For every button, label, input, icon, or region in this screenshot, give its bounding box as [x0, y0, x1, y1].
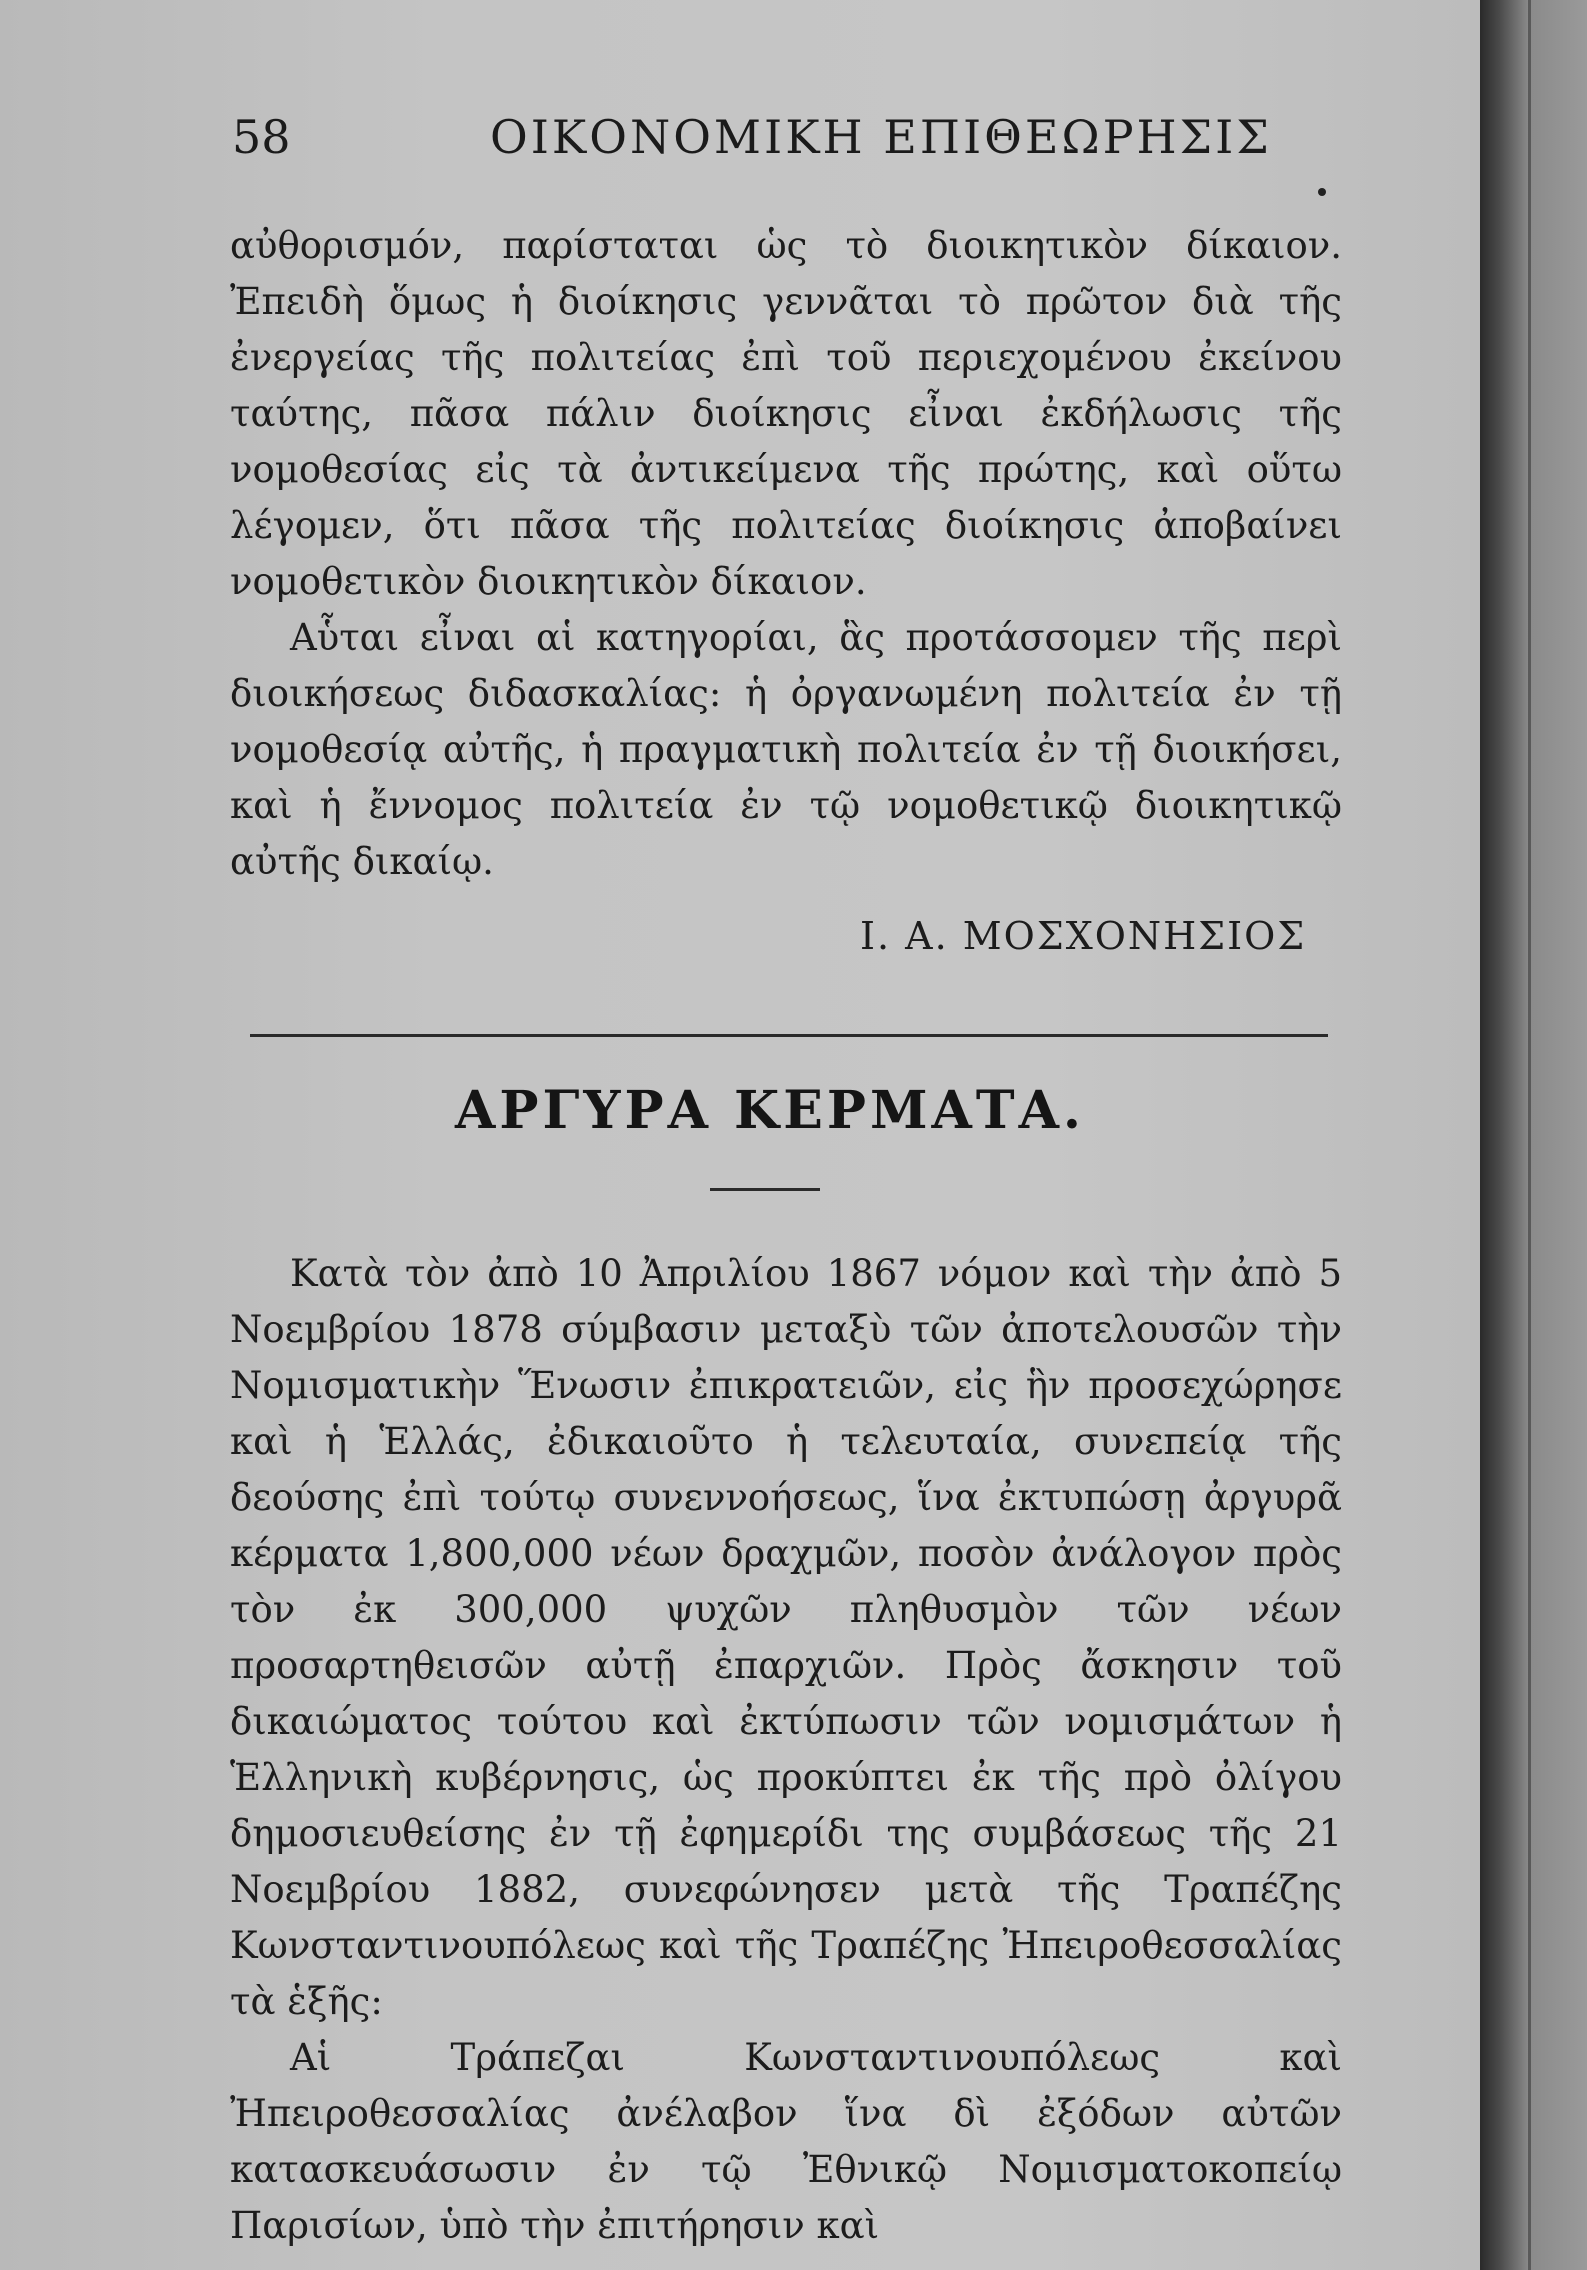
- author-signature: Ι. Α. ΜΟΣΧΟΝΗΣΙΟΣ: [860, 914, 1307, 958]
- paragraph: Αἱ Τράπεζαι Κωνσταντινουπόλεως καὶ Ἠπειροθεσσαλίας ἀνέλαβον ἵνα δὶ ἐξόδων αὐτῶν κατασκευάσωσιν ἐν τῷ Ἐθνικῷ Νομισματοκοπείῳ Παρισίων, ὑπὸ τὴν ἐπιτήρησιν καὶ: [230, 2036, 1342, 2247]
- paragraph: Κατὰ τὸν ἀπὸ 10 Ἀπριλίου 1867 νόμον καὶ τὴν ἀπὸ 5 Νοεμβρίου 1878 σύμβασιν μεταξὺ τῶν ἀποτελουσῶν τὴν Νομισματικὴν Ἕνωσιν ἐπικρατειῶν, εἰς ἣν προσεχώρησε καὶ ἡ Ἑλλάς, ἐδικαιοῦτο ἡ τελευταία, συνεπείᾳ τῆς δεούσης ἐπὶ τούτῳ συνεννοήσεως, ἵνα ἐκτυπώσῃ ἀργυρᾶ κέρματα 1,800,000 νέων δραχμῶν, ποσὸν ἀνάλογον πρὸς τὸν ἐκ 300,000 ψυχῶν πληθυσμὸν τῶν νέων προσαρτηθεισῶν αὐτῇ ἐπαρχιῶν. Πρὸς ἄσκησιν τοῦ δικαιώματος τούτου καὶ ἐκτύπωσιν τῶν νομισμάτων ἡ Ἑλληνικὴ κυβέρνησις, ὡς προκύπτει ἐκ τῆς πρὸ ὀλίγου δημοσιευθείσης ἐν τῇ ἐφημερίδι της συμβάσεως τῆς 21 Νοεμβρίου 1882, συνεφώνησεν μετὰ τῆς Τραπέζης Κωνσταντινουπόλεως καὶ τῆς Τραπέζης Ἠπειροθεσσαλίας τὰ ἑξῆς:: [230, 1252, 1342, 2023]
- article-conclusion: [230, 218, 1342, 890]
- running-title: ΟΙΚΟΝΟΜΙΚΗ ΕΠΙΘΕΩΡΗΣΙΣ: [490, 110, 1272, 164]
- paragraph: Αὗται εἶναι αἱ κατηγορίαι, ἃς προτάσσομεν τῆς περὶ διοικήσεως διδασκαλίας: ἡ ὀργανωμένη πολιτεία ἐν τῇ νομοθεσίᾳ αὐτῆς, ἡ πραγματικὴ πολιτεία ἐν τῇ διοικήσει, καὶ ἡ ἔννομος πολιτεία ἐν τῷ νομοθετικῷ διοικητικῷ αὐτῆς δικαίῳ.: [230, 616, 1342, 883]
- ink-dot: [1318, 188, 1326, 196]
- section-title: ΑΡΓΥΡΑ ΚΕΡΜΑΤΑ.: [455, 1080, 1086, 1141]
- page-header: [232, 110, 1352, 180]
- page-number: 58: [232, 110, 291, 164]
- title-underline: [710, 1188, 820, 1191]
- paragraph: αὐθορισμόν, παρίσταται ὡς τὸ διοικητικὸν δίκαιον. Ἐπειδὴ ὅμως ἡ διοίκησις γεννᾶται τὸ πρῶτον διὰ τῆς ἐνεργείας τῆς πολιτείας ἐπὶ τοῦ περιεχομένου ἐκείνου ταύτης, πᾶσα πάλιν διοίκησις εἶναι ἐκδήλωσις τῆς νομοθεσίας εἰς τὰ ἀντικείμενα τῆς πρώτης, καὶ οὕτω λέγομεν, ὅτι πᾶσα τῆς πολιτείας διοίκησις ἀποβαίνει νομοθετικὸν διοικητικὸν δίκαιον.: [230, 224, 1342, 603]
- section-divider: [250, 1034, 1328, 1037]
- article-body: [230, 1246, 1342, 2254]
- book-binding-edge: [1480, 0, 1587, 2270]
